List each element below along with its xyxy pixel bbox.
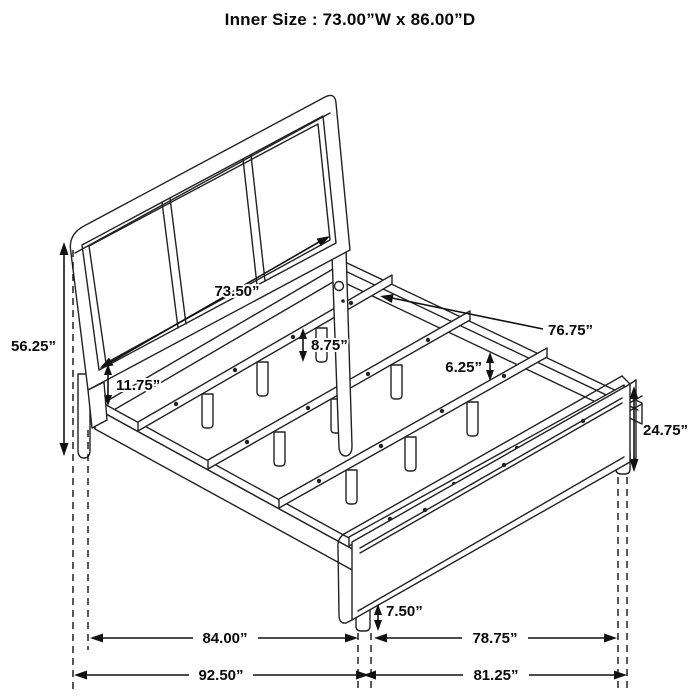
dim-label-footboard-leg-height: 7.50” xyxy=(386,603,423,620)
dim-footboard-height xyxy=(630,386,689,472)
dim-footboard-width xyxy=(374,630,617,647)
dim-label-headboard-width: 73.50” xyxy=(214,283,260,300)
dim-label-panel-to-rail: 11.75” xyxy=(116,377,161,394)
dim-label-footboard-width: 78.75” xyxy=(472,630,518,647)
dim-overall-depth xyxy=(74,667,369,684)
dim-label-side-rail-height: 6.25” xyxy=(445,359,482,376)
dim-footboard-leg-height xyxy=(374,603,423,631)
diagram-title: Inner Size : 73.00”W x 86.00”D xyxy=(224,10,476,29)
dim-side-rail-height xyxy=(445,352,494,381)
dim-label-overall-depth: 92.50” xyxy=(198,667,244,684)
dim-label-support-leg-height: 8.75” xyxy=(311,337,348,354)
dim-label-overall-width-foot: 81.25” xyxy=(473,667,519,684)
dim-label-headboard-height: 56.25” xyxy=(10,338,56,355)
dim-label-slat-length: 76.75” xyxy=(548,322,594,339)
dim-label-side-rail-length: 84.00” xyxy=(202,630,248,647)
footboard xyxy=(338,376,636,623)
dim-label-footboard-height: 24.75” xyxy=(643,422,689,439)
dim-headboard-height xyxy=(11,242,69,456)
dim-overall-width-foot xyxy=(363,667,627,684)
dim-side-rail-length xyxy=(90,630,358,647)
footboard-panel xyxy=(352,384,630,620)
